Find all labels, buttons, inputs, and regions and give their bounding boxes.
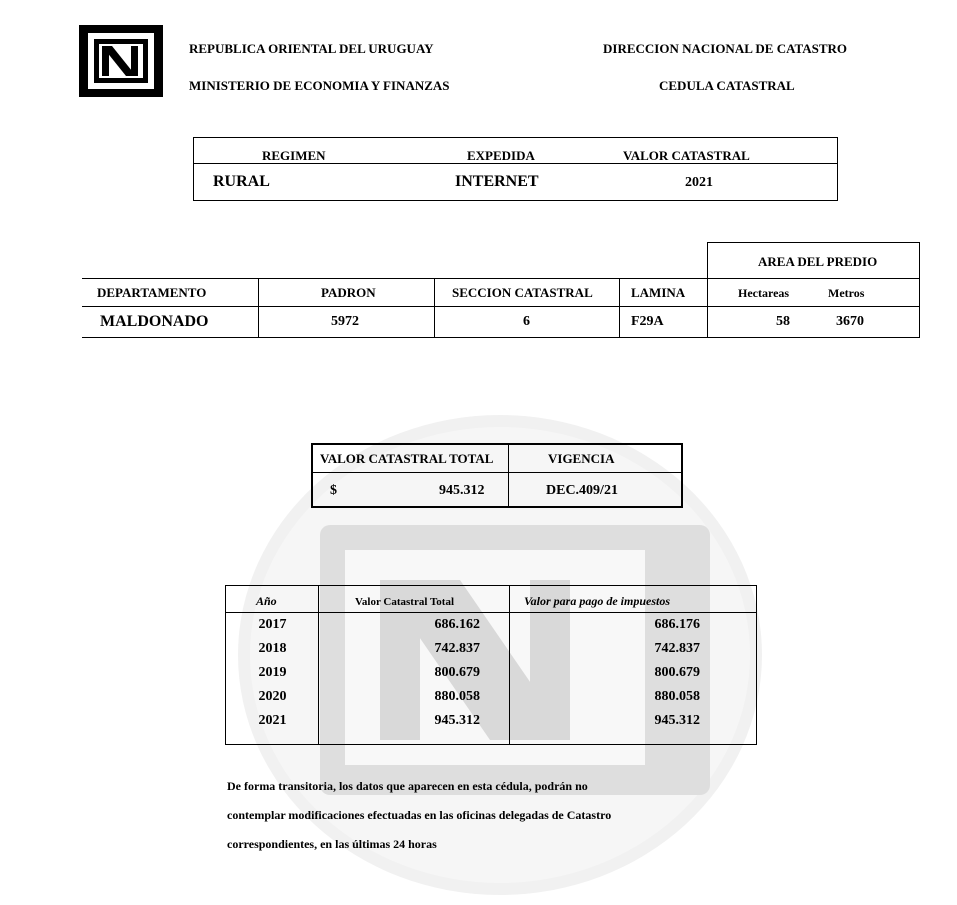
valor-impuestos-header: Valor para pago de impuestos — [524, 594, 671, 608]
header-direccion: DIRECCION NACIONAL DE CATASTRO — [603, 41, 848, 56]
history-valor-impuestos-cell: 800.679 — [654, 665, 700, 680]
history-year-cell: 2017 — [258, 617, 287, 632]
padron-value: 5972 — [331, 314, 359, 329]
col-divider — [619, 278, 620, 338]
vigencia-value: DEC.409/21 — [546, 483, 618, 498]
seccion-value: 6 — [523, 314, 530, 329]
valor-total-header: Valor Catastral Total — [355, 596, 455, 608]
footnote-line3: correspondientes, en las últimas 24 horas — [227, 837, 437, 851]
padron-header: PADRON — [321, 285, 376, 300]
valor-box-vdivider — [508, 443, 509, 508]
property-mid-line — [82, 306, 920, 307]
valor-box-divider — [311, 472, 683, 473]
area-predio-header: AREA DEL PREDIO — [758, 254, 878, 269]
history-valor-total-cell: 742.837 — [434, 641, 480, 656]
col-divider — [919, 278, 920, 338]
valor-total-label: VALOR CATASTRAL TOTAL — [320, 451, 494, 466]
history-year-cell: 2020 — [258, 689, 287, 704]
history-col-divider — [318, 585, 319, 745]
history-valor-total-cell: 800.679 — [434, 665, 480, 680]
footnote-line1: De forma transitoria, los datos que aparecen en esta cédula, podrán no — [227, 779, 588, 793]
currency-symbol: $ — [330, 483, 337, 498]
col-divider — [434, 278, 435, 338]
col-divider — [707, 278, 708, 338]
history-col-divider — [509, 585, 510, 745]
history-valor-total-cell: 880.058 — [434, 689, 480, 704]
vigencia-label: VIGENCIA — [548, 451, 615, 466]
history-year-cell: 2018 — [258, 641, 287, 656]
footnote-line2: contemplar modificaciones efectuadas en las oficinas delegadas de Catastro — [227, 808, 612, 822]
header-cedula: CEDULA CATASTRAL — [659, 78, 795, 93]
header-ministerio: MINISTERIO DE ECONOMIA Y FINANZAS — [189, 78, 450, 93]
lamina-header: LAMINA — [631, 285, 686, 300]
hectareas-header: Hectareas — [738, 286, 790, 300]
seccion-header: SECCION CATASTRAL — [452, 285, 593, 300]
metros-header: Metros — [828, 286, 865, 300]
history-valor-impuestos-cell: 686.176 — [654, 617, 700, 632]
departamento-header: DEPARTAMENTO — [97, 285, 207, 300]
expedida-value: INTERNET — [455, 173, 539, 190]
catastro-logo — [78, 24, 164, 98]
regimen-box — [193, 137, 838, 201]
hectareas-value: 58 — [776, 314, 790, 329]
valor-catastral-value: 2021 — [685, 175, 713, 190]
history-valor-impuestos-cell: 945.312 — [654, 713, 700, 728]
property-bottom-line — [82, 337, 920, 338]
property-top-line — [82, 278, 920, 279]
history-valor-total-cell: 945.312 — [434, 713, 480, 728]
history-year-cell: 2021 — [258, 713, 287, 728]
metros-value: 3670 — [836, 314, 864, 329]
valor-total-value: 945.312 — [439, 483, 485, 498]
header-republica: REPUBLICA ORIENTAL DEL URUGUAY — [189, 41, 434, 56]
history-year-cell: 2019 — [258, 665, 287, 680]
regimen-label: REGIMEN — [262, 148, 326, 163]
regimen-value: RURAL — [213, 173, 270, 190]
departamento-value: MALDONADO — [100, 313, 209, 330]
history-valor-impuestos-cell: 880.058 — [654, 689, 700, 704]
year-header: Año — [256, 594, 277, 608]
history-valor-total-cell: 686.162 — [434, 617, 480, 632]
valor-catastral-label: VALOR CATASTRAL — [623, 148, 750, 163]
lamina-value: F29A — [631, 314, 664, 329]
expedida-label: EXPEDIDA — [467, 148, 535, 163]
history-header-divider — [225, 612, 757, 613]
col-divider — [258, 278, 259, 338]
history-valor-impuestos-cell: 742.837 — [654, 641, 700, 656]
